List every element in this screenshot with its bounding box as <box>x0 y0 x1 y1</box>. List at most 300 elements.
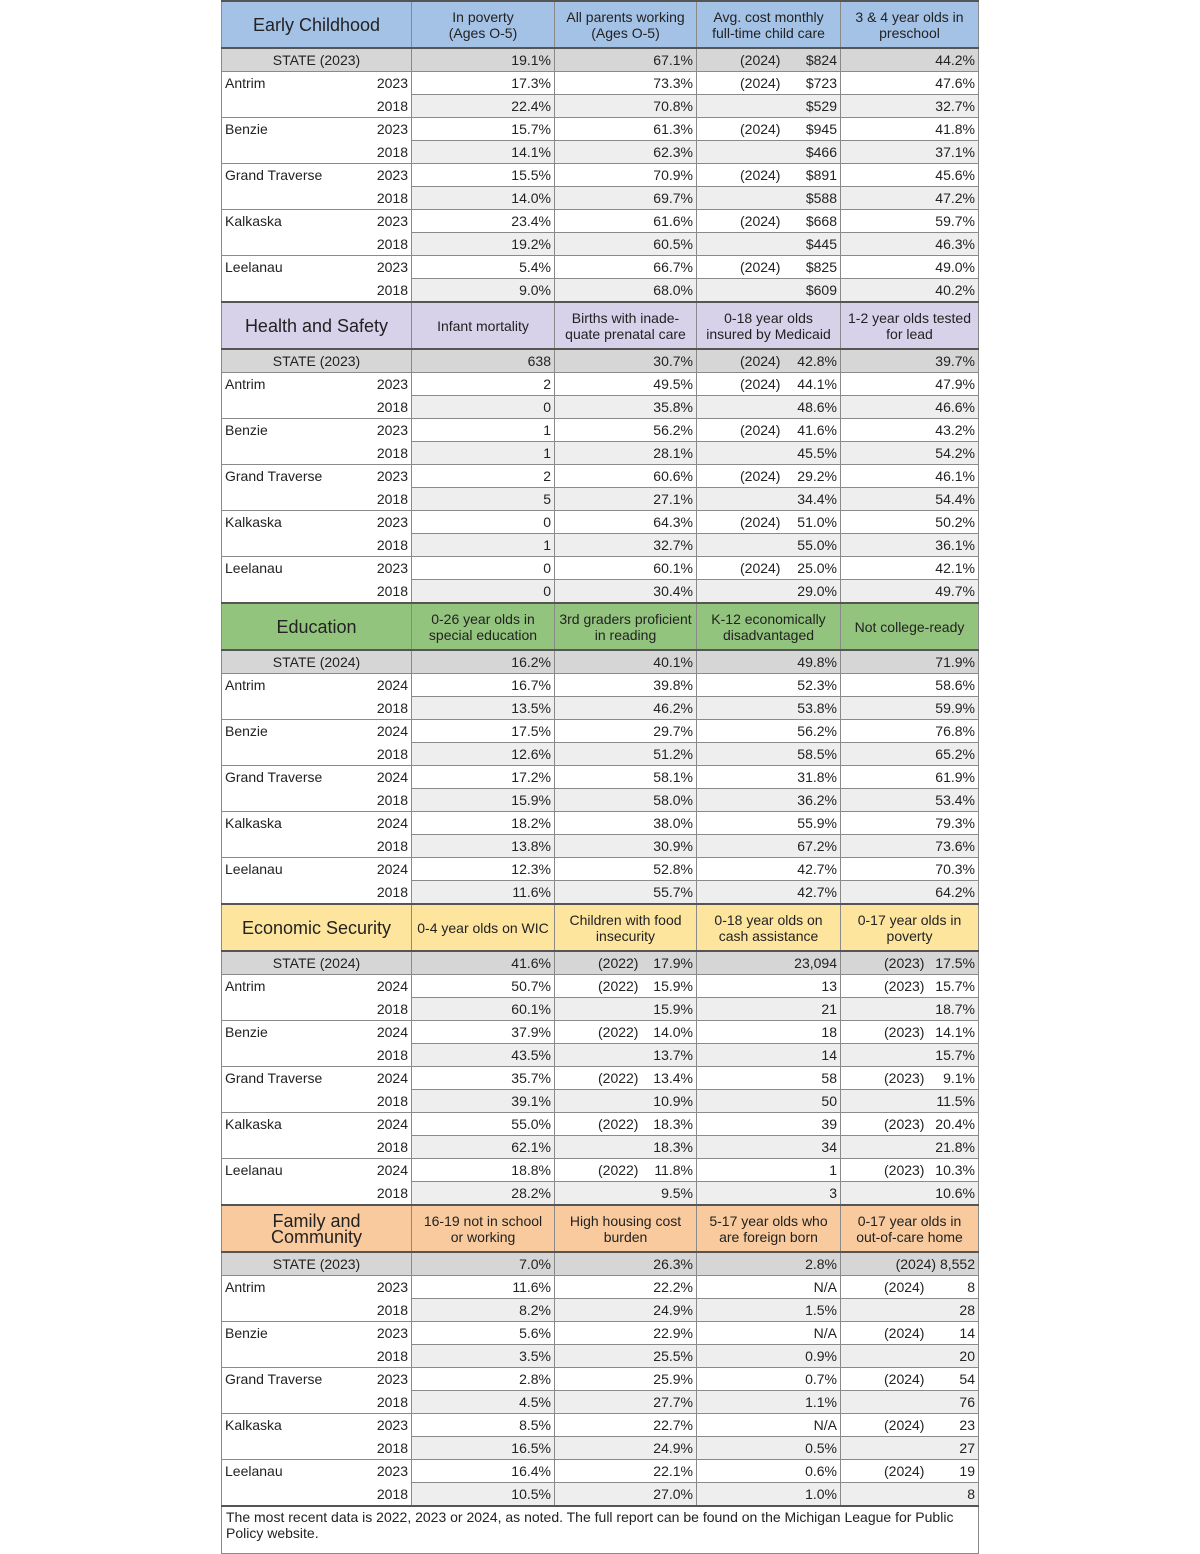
cell-value: 5.4% <box>412 256 555 279</box>
data-year: 2024 <box>376 1116 408 1133</box>
county-year-cell <box>222 975 412 998</box>
data-table-container <box>221 0 978 1554</box>
county-year-cell <box>222 141 412 164</box>
cell-value: 44.1% <box>797 376 837 392</box>
county-year-cell <box>222 1345 412 1368</box>
year-note: (2024) <box>884 1279 925 1295</box>
cell-value: 53.4% <box>841 789 979 812</box>
county-year-cell <box>222 279 412 303</box>
cell-value: 11.8% <box>654 1162 693 1178</box>
county-year-cell <box>222 210 412 233</box>
cell-value <box>841 1460 979 1483</box>
cell-value: 17.3% <box>412 72 555 95</box>
section-title: Health and Safety <box>222 302 412 349</box>
county-year-cell <box>222 488 412 511</box>
cell-value: 76.8% <box>841 720 979 743</box>
cell-value: 0.6% <box>697 1460 841 1483</box>
table-row <box>222 1322 979 1345</box>
cell-value: 64.3% <box>555 511 697 534</box>
section-title: Economic Security <box>222 904 412 951</box>
cell-value: 0.5% <box>697 1437 841 1460</box>
state-row <box>222 349 979 373</box>
cell-value: 22.9% <box>555 1322 697 1345</box>
cell-value: 15.9% <box>653 978 693 994</box>
cell-value: 56.2% <box>697 720 841 743</box>
county-year-cell <box>222 1460 412 1483</box>
cell-value: 61.6% <box>555 210 697 233</box>
education-header-row <box>222 603 979 650</box>
cell-value: 3.5% <box>412 1345 555 1368</box>
cell-value: 39.8% <box>555 674 697 697</box>
state-label: STATE (2023) <box>222 349 412 373</box>
cell-value: 23.4% <box>412 210 555 233</box>
state-value: (2024) 8,552 <box>841 1252 979 1276</box>
column-header: 3 & 4 year olds in preschool <box>841 1 979 48</box>
cell-value: 60.5% <box>555 233 697 256</box>
county-year-cell <box>222 858 412 881</box>
cell-value: 0 <box>412 580 555 604</box>
state-value <box>555 951 697 975</box>
cell-value: 10.9% <box>555 1090 697 1113</box>
year-note: (2024) <box>740 75 781 91</box>
year-note: (2022) <box>598 955 639 971</box>
table-row <box>222 442 979 465</box>
cell-value: 14.1% <box>935 1024 975 1040</box>
year-note: (2024) <box>740 514 781 530</box>
table-row <box>222 881 979 905</box>
year-note: (2024) <box>740 213 781 229</box>
cell-value: 62.3% <box>555 141 697 164</box>
county-name: Benzie <box>225 121 268 138</box>
table-row <box>222 1044 979 1067</box>
cell-value <box>697 373 841 396</box>
column-header: Births with inade- quate prenatal care <box>555 302 697 349</box>
cell-value: 30.9% <box>555 835 697 858</box>
cell-value: 35.8% <box>555 396 697 419</box>
data-year: 2018 <box>376 189 408 206</box>
table-row <box>222 95 979 118</box>
year-note: (2024) <box>740 468 781 484</box>
column-header: 1-2 year olds tested for lead <box>841 302 979 349</box>
cell-value: 69.7% <box>555 187 697 210</box>
state-label: STATE (2023) <box>222 48 412 72</box>
table-row <box>222 743 979 766</box>
family-and-community-header-row <box>222 1205 979 1252</box>
column-header: High housing cost burden <box>555 1205 697 1252</box>
county-name: Antrim <box>225 1279 266 1296</box>
cell-value: 31.8% <box>697 766 841 789</box>
data-year: 2023 <box>376 1463 408 1480</box>
cell-value: $668 <box>805 213 837 229</box>
county-year-cell <box>222 812 412 835</box>
cell-value: 53.8% <box>697 697 841 720</box>
data-year: 2024 <box>376 861 408 878</box>
cell-value: 47.9% <box>841 373 979 396</box>
table-row <box>222 1113 979 1136</box>
cell-value: 29.0% <box>697 580 841 604</box>
cell-value: 49.5% <box>555 373 697 396</box>
data-year: 2018 <box>376 582 408 599</box>
table-row <box>222 233 979 256</box>
cell-value: 58.0% <box>555 789 697 812</box>
table-row <box>222 1067 979 1090</box>
year-note: (2023) <box>884 1162 925 1178</box>
table-row <box>222 141 979 164</box>
cell-value: 8.2% <box>412 1299 555 1322</box>
county-year-cell <box>222 1299 412 1322</box>
cell-value: 50.7% <box>412 975 555 998</box>
county-year-cell <box>222 534 412 557</box>
table-body <box>222 1 979 1553</box>
cell-value: 46.1% <box>841 465 979 488</box>
year-note: (2023) <box>884 978 925 994</box>
cell-value: 42.1% <box>841 557 979 580</box>
table-row <box>222 720 979 743</box>
cell-value: 61.3% <box>555 118 697 141</box>
county-name: Kalkaska <box>225 1116 282 1133</box>
county-year-cell <box>222 1090 412 1113</box>
cell-value: 4.5% <box>412 1391 555 1414</box>
cell-value: 67.2% <box>697 835 841 858</box>
cell-value: $609 <box>697 279 841 303</box>
cell-value: 50 <box>697 1090 841 1113</box>
data-year: 2023 <box>376 1417 408 1434</box>
economic-security-header-row <box>222 904 979 951</box>
table-row <box>222 1368 979 1391</box>
cell-value: 58.1% <box>555 766 697 789</box>
cell-value: 39.1% <box>412 1090 555 1113</box>
county-name: Leelanau <box>225 1463 283 1480</box>
county-name: Antrim <box>225 75 266 92</box>
cell-value: 55.9% <box>697 812 841 835</box>
cell-value: 55.0% <box>412 1113 555 1136</box>
cell-value <box>841 1159 979 1182</box>
data-year: 2018 <box>376 1485 408 1502</box>
cell-value: 56.2% <box>555 419 697 442</box>
county-year-cell <box>222 164 412 187</box>
data-year: 2024 <box>376 815 408 832</box>
county-name: Antrim <box>225 677 266 694</box>
state-value <box>841 951 979 975</box>
cell-value: 5.6% <box>412 1322 555 1345</box>
year-note: (2022) <box>598 1070 639 1086</box>
cell-value: 45.6% <box>841 164 979 187</box>
table-row <box>222 279 979 303</box>
cell-value: 11.6% <box>412 881 555 905</box>
cell-value: 28.2% <box>412 1182 555 1206</box>
cell-value: 11.5% <box>841 1090 979 1113</box>
table-row <box>222 1460 979 1483</box>
table-row <box>222 210 979 233</box>
table-row <box>222 1391 979 1414</box>
cell-value: 22.4% <box>412 95 555 118</box>
county-year-cell <box>222 187 412 210</box>
cell-value: 2 <box>412 373 555 396</box>
cell-value: 46.6% <box>841 396 979 419</box>
cell-value: 30.4% <box>555 580 697 604</box>
cell-value: $825 <box>805 259 837 275</box>
cell-value: 13.4% <box>653 1070 693 1086</box>
cell-value: 48.6% <box>697 396 841 419</box>
year-note: (2024) <box>740 121 781 137</box>
column-header: 3rd graders proficient in reading <box>555 603 697 650</box>
cell-value: 5 <box>412 488 555 511</box>
data-year: 2018 <box>376 1092 408 1109</box>
cell-value <box>697 164 841 187</box>
table-row <box>222 419 979 442</box>
cell-value: 2.8% <box>412 1368 555 1391</box>
state-value: 19.1% <box>412 48 555 72</box>
cell-value: 55.7% <box>555 881 697 905</box>
column-header: In poverty (Ages O-5) <box>412 1 555 48</box>
table-row <box>222 789 979 812</box>
county-year-cell <box>222 256 412 279</box>
column-header: 0-17 year olds in poverty <box>841 904 979 951</box>
county-name: Benzie <box>225 1024 268 1041</box>
cell-value: $945 <box>805 121 837 137</box>
column-header: 5-17 year olds who are foreign born <box>697 1205 841 1252</box>
cell-value: 12.6% <box>412 743 555 766</box>
table-row <box>222 1483 979 1507</box>
cell-value <box>841 1113 979 1136</box>
cell-value <box>555 1159 697 1182</box>
county-name: Kalkaska <box>225 514 282 531</box>
state-label: STATE (2024) <box>222 951 412 975</box>
cell-value: 1 <box>412 442 555 465</box>
table-row <box>222 1021 979 1044</box>
data-year: 2024 <box>376 769 408 786</box>
cell-value: 42.8% <box>797 353 837 369</box>
cell-value: 27.0% <box>555 1483 697 1507</box>
column-header: K-12 economically disadvantaged <box>697 603 841 650</box>
state-row <box>222 951 979 975</box>
cell-value: 58 <box>697 1067 841 1090</box>
year-note: (2024) <box>884 1371 925 1387</box>
data-year: 2023 <box>376 75 408 92</box>
cell-value: 18 <box>697 1021 841 1044</box>
data-year: 2018 <box>376 1046 408 1063</box>
table-row <box>222 534 979 557</box>
year-note: (2024) <box>884 1325 925 1341</box>
cell-value: 73.6% <box>841 835 979 858</box>
county-year-cell <box>222 1159 412 1182</box>
cell-value: $891 <box>805 167 837 183</box>
cell-value: 37.1% <box>841 141 979 164</box>
county-year-cell <box>222 835 412 858</box>
cell-value: $445 <box>697 233 841 256</box>
county-name: Kalkaska <box>225 815 282 832</box>
cell-value: 41.8% <box>841 118 979 141</box>
data-year: 2023 <box>376 376 408 393</box>
cell-value: 21.8% <box>841 1136 979 1159</box>
cell-value: 68.0% <box>555 279 697 303</box>
footnote: The most recent data is 2022, 2023 or 2024, as noted. The full report can be found on the Michigan League for Public Policy website. <box>222 1506 979 1553</box>
cell-value: 22.7% <box>555 1414 697 1437</box>
year-note: (2022) <box>598 1024 639 1040</box>
county-year-cell <box>222 580 412 604</box>
cell-value <box>841 1067 979 1090</box>
cell-value: 0.7% <box>697 1368 841 1391</box>
county-name: Leelanau <box>225 560 283 577</box>
column-header: 0-4 year olds on WIC <box>412 904 555 951</box>
cell-value: 61.9% <box>841 766 979 789</box>
cell-value: 45.5% <box>697 442 841 465</box>
cell-value: 8 <box>967 1279 975 1295</box>
cell-value: 13 <box>697 975 841 998</box>
year-note: (2023) <box>884 1024 925 1040</box>
cell-value: 23 <box>959 1417 975 1433</box>
table-row <box>222 488 979 511</box>
cell-value <box>697 72 841 95</box>
table-row <box>222 812 979 835</box>
year-note: (2024) <box>740 259 781 275</box>
cell-value: 70.9% <box>555 164 697 187</box>
cell-value: 38.0% <box>555 812 697 835</box>
cell-value: N/A <box>697 1276 841 1299</box>
year-note: (2023) <box>884 955 925 971</box>
table-row <box>222 1437 979 1460</box>
cell-value: 1.5% <box>697 1299 841 1322</box>
cell-value: 27 <box>841 1437 979 1460</box>
data-year: 2018 <box>376 1301 408 1318</box>
data-year: 2018 <box>376 1347 408 1364</box>
data-year: 2018 <box>376 1393 408 1410</box>
footnote-row <box>222 1506 979 1553</box>
county-year-cell <box>222 766 412 789</box>
cell-value: 49.0% <box>841 256 979 279</box>
cell-value <box>841 975 979 998</box>
year-note: (2024) <box>740 560 781 576</box>
cell-value: 51.0% <box>797 514 837 530</box>
cell-value: $588 <box>697 187 841 210</box>
cell-value: 34.4% <box>697 488 841 511</box>
cell-value <box>555 1113 697 1136</box>
cell-value: 15.9% <box>412 789 555 812</box>
cell-value: 32.7% <box>555 534 697 557</box>
cell-value <box>841 1414 979 1437</box>
cell-value: 43.2% <box>841 419 979 442</box>
cell-value: N/A <box>697 1322 841 1345</box>
county-year-cell <box>222 1276 412 1299</box>
cell-value: 10.5% <box>412 1483 555 1507</box>
cell-value <box>697 419 841 442</box>
state-value: 39.7% <box>841 349 979 373</box>
table-row <box>222 975 979 998</box>
cell-value: 1.0% <box>697 1483 841 1507</box>
cell-value: 18.8% <box>412 1159 555 1182</box>
cell-value: 15.7% <box>841 1044 979 1067</box>
cell-value: 13.5% <box>412 697 555 720</box>
state-value: 44.2% <box>841 48 979 72</box>
cell-value <box>555 975 697 998</box>
data-year: 2018 <box>376 1138 408 1155</box>
data-year: 2018 <box>376 490 408 507</box>
cell-value: 0.9% <box>697 1345 841 1368</box>
year-note: (2024) <box>740 376 781 392</box>
cell-value: 54 <box>959 1371 975 1387</box>
cell-value <box>841 1276 979 1299</box>
year-note: (2024) <box>740 422 781 438</box>
cell-value: 35.7% <box>412 1067 555 1090</box>
cell-value: 14 <box>697 1044 841 1067</box>
county-year-cell <box>222 697 412 720</box>
state-value: 7.0% <box>412 1252 555 1276</box>
cell-value: 60.6% <box>555 465 697 488</box>
county-year-cell <box>222 674 412 697</box>
column-header: 0-26 year olds in special education <box>412 603 555 650</box>
cell-value: 54.4% <box>841 488 979 511</box>
cell-value: 14.0% <box>412 187 555 210</box>
state-value: 41.6% <box>412 951 555 975</box>
cell-value: 70.8% <box>555 95 697 118</box>
cell-value: 1 <box>697 1159 841 1182</box>
data-year: 2023 <box>376 259 408 276</box>
county-year-cell <box>222 720 412 743</box>
cell-value <box>841 1021 979 1044</box>
county-year-cell <box>222 511 412 534</box>
year-note: (2022) <box>598 1116 639 1132</box>
cell-value: 27.1% <box>555 488 697 511</box>
county-name: Grand Traverse <box>225 1070 323 1087</box>
cell-value: 17.9% <box>653 955 693 971</box>
cell-value: 9.0% <box>412 279 555 303</box>
cell-value: 47.2% <box>841 187 979 210</box>
cell-value: $466 <box>697 141 841 164</box>
cell-value: 65.2% <box>841 743 979 766</box>
county-year-cell <box>222 1483 412 1507</box>
cell-value <box>555 1021 697 1044</box>
table-row <box>222 766 979 789</box>
table-row <box>222 557 979 580</box>
cell-value: 47.6% <box>841 72 979 95</box>
cell-value: 3 <box>697 1182 841 1206</box>
cell-value: 52.3% <box>697 674 841 697</box>
table-row <box>222 1345 979 1368</box>
health-and-safety-header-row <box>222 302 979 349</box>
cell-value: 22.2% <box>555 1276 697 1299</box>
column-header: Children with food insecurity <box>555 904 697 951</box>
cell-value: 8 <box>841 1483 979 1507</box>
data-year: 2018 <box>376 837 408 854</box>
data-year: 2024 <box>376 1070 408 1087</box>
cell-value: 29.2% <box>797 468 837 484</box>
county-name: Antrim <box>225 978 266 995</box>
table-row <box>222 164 979 187</box>
table-row <box>222 580 979 604</box>
county-year-cell <box>222 1437 412 1460</box>
data-year: 2023 <box>376 1371 408 1388</box>
cell-value: 25.5% <box>555 1345 697 1368</box>
table-row <box>222 835 979 858</box>
cell-value: 15.9% <box>555 998 697 1021</box>
section-title: Family and Community <box>222 1205 412 1252</box>
state-value: 638 <box>412 349 555 373</box>
county-name: Grand Traverse <box>225 1371 323 1388</box>
year-note: (2024) <box>740 167 781 183</box>
cell-value: 40.2% <box>841 279 979 303</box>
cell-value: 17.2% <box>412 766 555 789</box>
cell-value: 59.9% <box>841 697 979 720</box>
cell-value: 20 <box>841 1345 979 1368</box>
cell-value <box>697 465 841 488</box>
cell-value: 60.1% <box>555 557 697 580</box>
section-title: Early Childhood <box>222 1 412 48</box>
data-year: 2023 <box>376 1325 408 1342</box>
state-value: 26.3% <box>555 1252 697 1276</box>
cell-value: 25.9% <box>555 1368 697 1391</box>
table-row <box>222 396 979 419</box>
cell-value: 1 <box>412 534 555 557</box>
